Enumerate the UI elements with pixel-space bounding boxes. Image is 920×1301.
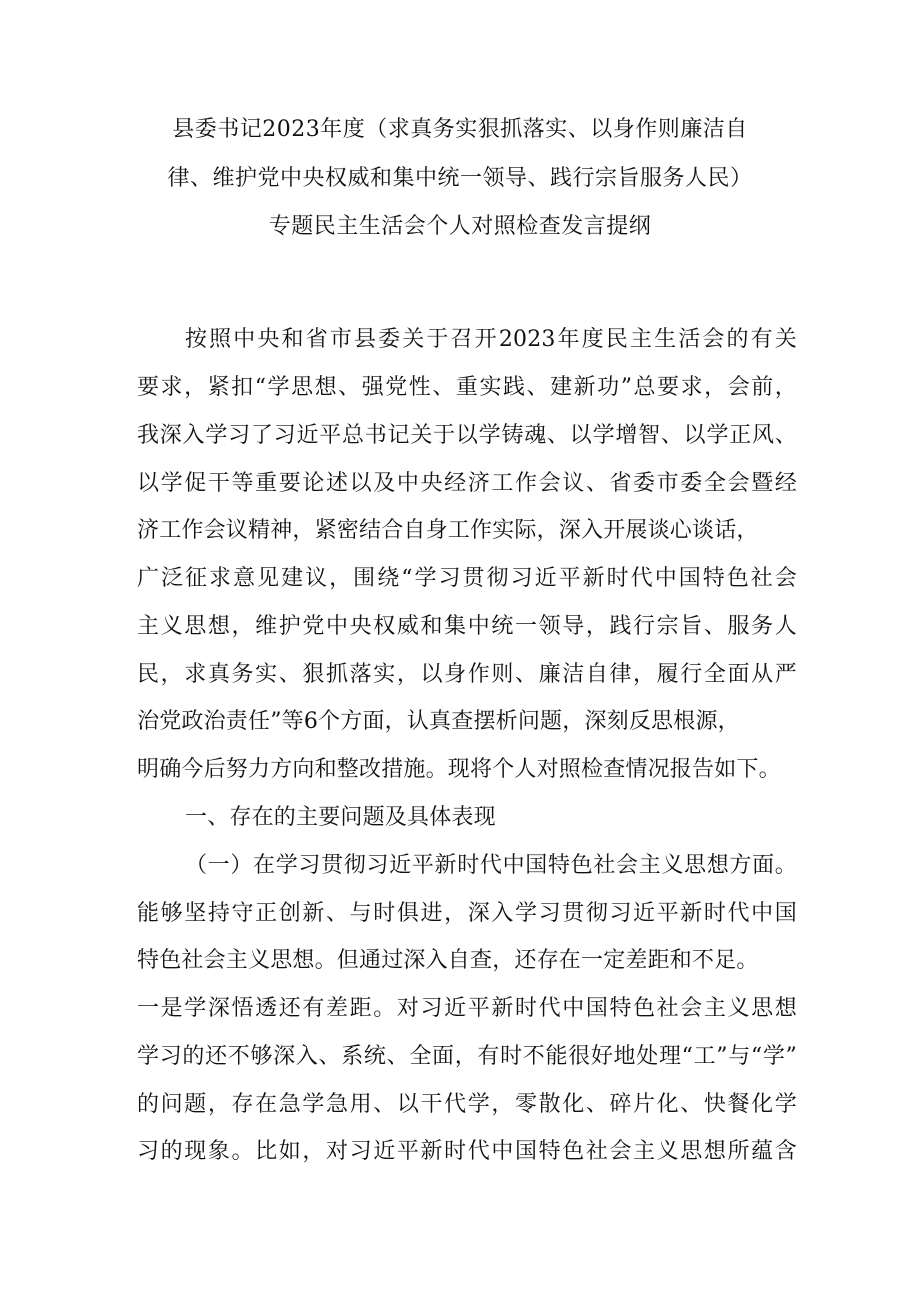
- intro-paragraph-line: 济工作会议精神，紧密结合自身工作实际，深入开展谈心谈话，: [137, 518, 759, 543]
- subsection-paragraph-line: （一）在学习贯彻习近平新时代中国特色社会主义思想方面。: [185, 853, 797, 878]
- intro-paragraph-line: 明确今后努力方向和整改措施。现将个人对照检查情况报告如下。: [137, 757, 781, 782]
- intro-paragraph-line: 民，求真务实、狠抓落实，以身作则、廉洁自律，履行全面从严: [137, 662, 797, 687]
- intro-paragraph-line: 治党政治责任”等6个方面，认真查摆析问题，深刻反思根源，: [137, 709, 740, 734]
- intro-paragraph-line: 以学促干等重要论述以及中央经济工作会议、省委市委全会暨经: [137, 471, 797, 496]
- document-title-line-3: 专题民主生活会个人对照检查发言提纲: [268, 214, 652, 239]
- subsection-paragraph-line: 的问题，存在急学急用、以干代学，零散化、碎片化、快餐化学: [137, 1092, 797, 1117]
- subsection-paragraph-line: 特色社会主义思想。但通过深入自查，还存在一定差距和不足。: [137, 948, 759, 973]
- intro-paragraph-line: 主义思想，维护党中央权威和集中统一领导，践行宗旨、服务人: [137, 614, 797, 639]
- subsection-paragraph-line: 能够坚持守正创新、与时俱进，深入学习贯彻习近平新时代中国: [137, 901, 797, 926]
- intro-paragraph-line: 按照中央和省市县委关于召开2023年度民主生活会的有关: [185, 327, 797, 352]
- subsection-paragraph-line: 习的现象。比如，对习近平新时代中国特色社会主义思想所蕴含: [137, 1139, 797, 1164]
- subsection-paragraph-line: 学习的还不够深入、系统、全面，有时不能很好地处理“工”与“学”: [137, 1044, 797, 1069]
- intro-paragraph-line: 广泛征求意见建议，围绕“学习贯彻习近平新时代中国特色社会: [137, 566, 797, 591]
- intro-paragraph-line: 我深入学习了习近平总书记关于以学铸魂、以学增智、以学正风、: [137, 423, 797, 448]
- intro-paragraph-line: 要求，紧扣“学思想、强党性、重实践、建新功”总要求，会前，: [137, 375, 797, 400]
- subsection-paragraph-line: 一是学深悟透还有差距。对习近平新时代中国特色社会主义思想: [137, 996, 797, 1021]
- section-heading: 一、存在的主要问题及具体表现: [185, 805, 496, 830]
- document-title-line-2: 律、维护党中央权威和集中统一领导、践行宗旨服务人民）: [167, 166, 753, 191]
- document-title-line-1: 县委书记2023年度（求真务实狠抓落实、以身作则廉洁自: [172, 117, 748, 142]
